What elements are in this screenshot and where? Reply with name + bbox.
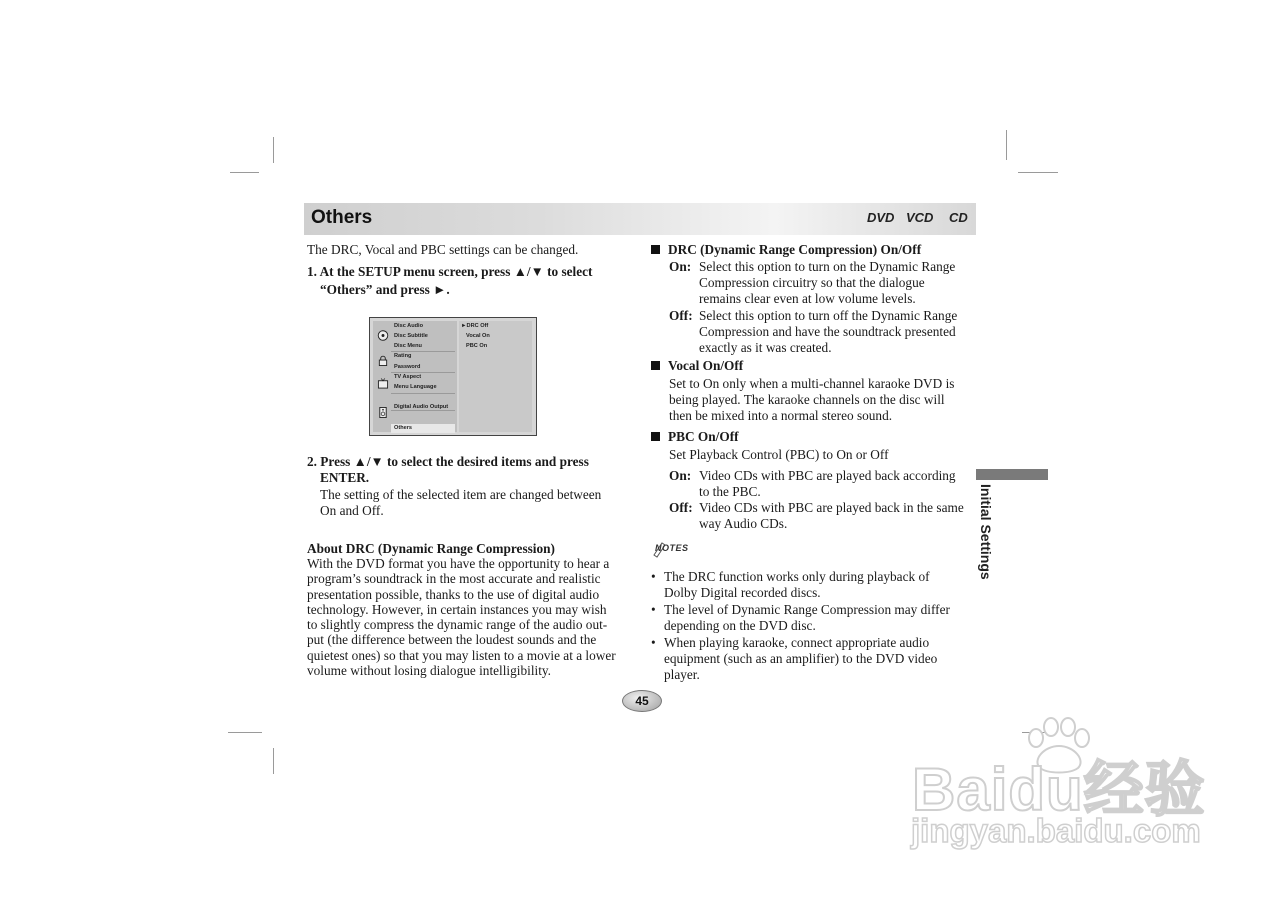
drc-off-description	[699, 308, 989, 356]
bullet-icon: •	[651, 602, 656, 617]
pbc-definitions	[669, 468, 989, 538]
drc-off-term: Off:	[669, 308, 693, 323]
bullet-icon: •	[651, 569, 656, 584]
crop-mark	[1006, 130, 1007, 160]
step2-line1: 2. Press ▲/▼ to select the desired items and press	[307, 454, 589, 469]
notes-label: NOTES	[655, 543, 689, 553]
note-line: depending on the DVD disc.	[664, 618, 816, 633]
page-number: 45	[622, 690, 662, 712]
desc-line: Compression circuitry so that the dialogue	[699, 275, 925, 290]
pbc-on-term: On:	[669, 468, 692, 483]
menu-item-digital-audio-output: Digital Audio Output	[394, 404, 449, 410]
speaker-icon	[377, 407, 389, 418]
menu-item-others: Others	[394, 425, 413, 431]
desc-line: Video CDs with PBC are played back according	[699, 468, 956, 483]
note-line: The level of Dynamic Range Compression may differ	[664, 602, 950, 617]
desc-line: exactly as it was created.	[699, 340, 832, 355]
drc-on-description	[699, 259, 989, 307]
desc-line: Select this option to turn off the Dynamic Range	[699, 308, 958, 323]
cd-badge: CD	[949, 210, 968, 225]
paragraph-line: program’s soundtrack in the most accurate and realistic	[307, 571, 601, 587]
lock-icon	[377, 355, 389, 366]
option-pbc: PBC On	[466, 343, 488, 349]
menu-item-disc-audio: Disc Audio	[394, 323, 424, 329]
desc-line: then be mixed into a normal stereo sound.	[669, 408, 893, 423]
pbc-intro: Set Playback Control (PBC) to On or Off	[669, 447, 889, 462]
square-bullet-icon	[651, 432, 660, 441]
paragraph-line: volume without losing dialogue intelligibility.	[307, 663, 552, 679]
option-vocal: Vocal On	[466, 333, 490, 339]
step2-line3: The setting of the selected item are changed between	[320, 487, 602, 502]
square-bullet-icon	[651, 245, 660, 254]
option-drc: ►DRC Off	[461, 323, 489, 329]
desc-line: remains clear even at low volume levels.	[699, 291, 916, 306]
desc-line: being played. The karaoke channels on the disc will	[669, 392, 945, 407]
pbc-off-description	[699, 500, 989, 532]
divider	[391, 393, 455, 394]
page-title: Others	[311, 207, 373, 228]
list-item	[651, 635, 981, 683]
crop-mark	[230, 172, 259, 173]
pbc-heading	[651, 429, 981, 445]
menu-item-rating: Rating	[394, 353, 412, 359]
desc-line: Set to On only when a multi-channel karaoke DVD is	[669, 376, 955, 391]
menu-item-menu-language: Menu Language	[394, 384, 437, 390]
vcd-badge: VCD	[906, 210, 934, 225]
crop-mark	[273, 137, 274, 163]
step2-line2: ENTER.	[320, 470, 370, 485]
desc-line: Select this option to turn on the Dynamic Range	[699, 259, 956, 274]
bullet-icon: •	[651, 635, 656, 650]
pbc-off-term: Off:	[669, 500, 693, 515]
pbc-heading-text: PBC On/Off	[668, 429, 739, 444]
paragraph-line: to slightly compress the dynamic range of the audio out-	[307, 617, 608, 633]
step1-line2: “Others” and press ►.	[320, 282, 450, 297]
side-tab-bar	[976, 469, 1048, 480]
drc-heading	[651, 242, 981, 258]
pbc-on-description	[699, 468, 989, 500]
desc-line: Video CDs with PBC are played back in the same	[699, 500, 964, 515]
crop-mark	[228, 732, 262, 733]
about-drc-heading: About DRC (Dynamic Range Compression)	[307, 541, 555, 556]
menu-options-panel	[459, 321, 532, 432]
paragraph-line: put (the difference between the loudest sounds and the	[307, 632, 597, 648]
divider	[391, 410, 455, 411]
notes-list	[651, 569, 981, 683]
about-drc-paragraph	[307, 556, 631, 678]
menu-item-disc-menu: Disc Menu	[394, 343, 422, 349]
desc-line: Compression and have the soundtrack presented	[699, 324, 956, 339]
dvd-badge: DVD	[867, 210, 895, 225]
paragraph-line: With the DVD format you have the opportunity to hear a	[307, 556, 610, 571]
list-item	[651, 569, 981, 601]
note-line: The DRC function works only during playback of	[664, 569, 930, 584]
drc-definitions	[669, 259, 989, 359]
note-line: player.	[664, 667, 700, 682]
divider	[391, 351, 455, 352]
menu-item-password: Password	[394, 364, 421, 370]
paragraph-line: presentation possible, thanks to the use of digital audio	[307, 586, 600, 602]
drc-on-term: On:	[669, 259, 692, 274]
square-bullet-icon	[651, 361, 660, 370]
vocal-description	[669, 376, 979, 424]
drc-heading-text: DRC (Dynamic Range Compression) On/Off	[668, 242, 922, 257]
menu-item-disc-subtitle: Disc Subtitle	[394, 333, 428, 339]
paragraph-line: technology. However, in certain instances you may wish	[307, 601, 607, 617]
setup-menu-screen	[369, 317, 537, 436]
note-line: equipment (such as an amplifier) to the DVD video	[664, 651, 938, 666]
divider	[391, 372, 455, 373]
disc-icon	[377, 330, 389, 341]
side-tab-label: Initial Settings	[978, 484, 994, 580]
notes-icon	[655, 543, 689, 553]
list-item	[651, 602, 981, 634]
note-line: When playing karaoke, connect appropriate audio	[664, 635, 930, 650]
watermark-url: jingyan.baidu.com	[911, 812, 1201, 849]
crop-mark	[273, 748, 274, 774]
note-line: Dolby Digital recorded discs.	[664, 585, 821, 600]
watermark-brand: Baidu经验	[912, 756, 1206, 823]
paragraph-line: quietest ones) so that you may listen to a movie at a lower	[307, 647, 616, 663]
step2-line4: On and Off.	[320, 503, 384, 518]
crop-mark	[1018, 172, 1058, 173]
vocal-heading	[651, 358, 981, 374]
intro-text: The DRC, Vocal and PBC settings can be changed.	[307, 242, 579, 257]
menu-categories-panel	[373, 321, 457, 432]
step1-line1: 1. At the SETUP menu screen, press ▲/▼ to select	[307, 264, 593, 279]
desc-line: to the PBC.	[699, 484, 761, 499]
tv-icon	[377, 378, 389, 389]
desc-line: way Audio CDs.	[699, 516, 788, 531]
menu-item-tv-aspect: TV Aspect	[394, 374, 422, 380]
vocal-heading-text: Vocal On/Off	[668, 358, 744, 373]
